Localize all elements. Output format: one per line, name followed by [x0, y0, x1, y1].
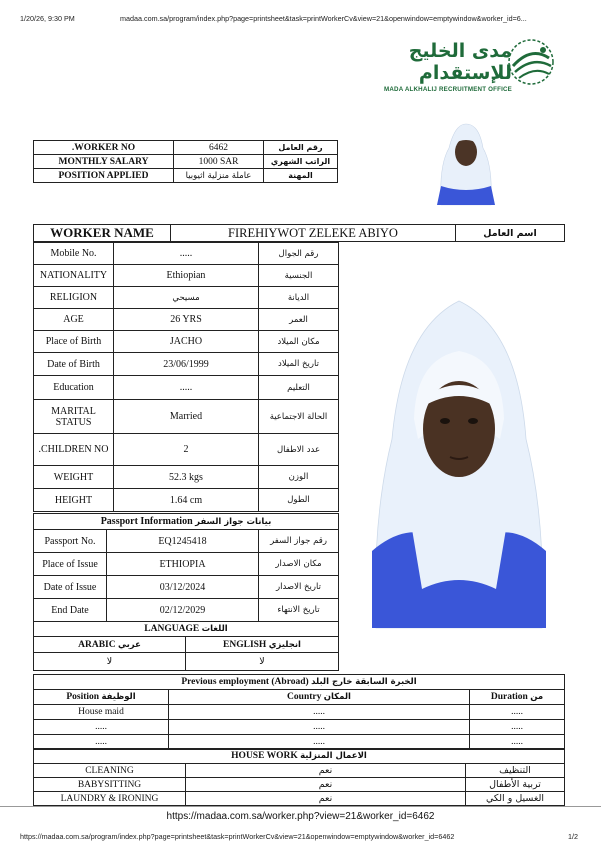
summary-value: 6462	[174, 141, 264, 155]
detail-row	[34, 243, 339, 265]
detail-value: 26 YRS	[114, 309, 259, 331]
passport-value: ETHIOPIA	[107, 553, 259, 576]
worker-photo-small	[435, 120, 497, 205]
house-work-row	[34, 792, 565, 806]
language-title-ar: اللغات	[201, 624, 228, 634]
logo-english: MADA ALKHALIJ RECRUITMENT OFFICE	[384, 86, 512, 93]
detail-label-ar: الحالة الاجتماعية	[259, 400, 339, 434]
language-table	[33, 621, 339, 671]
house-work-row	[34, 764, 565, 778]
arabic-label-ar: عربي	[117, 639, 141, 650]
house-work-label: CLEANING	[34, 764, 186, 778]
passport-row	[34, 599, 339, 622]
passport-label: End Date	[34, 599, 107, 622]
detail-row	[34, 265, 339, 287]
house-work-title-en: HOUSE WORK	[231, 751, 298, 761]
detail-label-ar: الوزن	[259, 466, 339, 489]
worker-profile-link[interactable]: https://madaa.com.sa/worker.php?view=21&worker_id=6462	[0, 806, 601, 826]
print-page-number: 1/2	[568, 832, 578, 841]
house-work-value: نعم	[186, 778, 466, 792]
employment-row	[34, 705, 565, 720]
passport-label-ar: تاريخ الانتهاء	[259, 599, 339, 622]
worker-photo-large	[372, 289, 546, 628]
arabic-lang-header	[34, 637, 186, 653]
passport-title	[34, 514, 339, 530]
passport-value: 02/12/2029	[107, 599, 259, 622]
detail-label-ar: الديانة	[259, 287, 339, 309]
company-logo-icon	[505, 36, 557, 88]
detail-row	[34, 353, 339, 376]
print-url: madaa.com.sa/program/index.php?page=printsheet&task=printWorkerCv&view=21&openwindow=emptywindow&worker_id=6...	[120, 14, 527, 23]
passport-row	[34, 530, 339, 553]
passport-label-ar: تاريخ الاصدار	[259, 576, 339, 599]
detail-label: AGE	[34, 309, 114, 331]
detail-label-ar: العمر	[259, 309, 339, 331]
print-footer-url: https://madaa.com.sa/program/index.php?page=printsheet&task=printWorkerCv&view=21&openwindow=emptywindow&worker_id=6462	[20, 832, 455, 841]
summary-table	[33, 140, 338, 183]
house-work-label: LAUNDRY & IRONING	[34, 792, 186, 806]
english-label-en: ENGLISH	[223, 639, 267, 650]
detail-row	[34, 466, 339, 489]
house-work-label: BABYSITTING	[34, 778, 186, 792]
passport-table	[33, 513, 339, 622]
detail-value: Ethiopian	[114, 265, 259, 287]
employment-duration: .....	[470, 735, 565, 750]
house-work-label-ar: الغسيل و الكي	[466, 792, 565, 806]
detail-label-ar: الجنسية	[259, 265, 339, 287]
detail-row	[34, 331, 339, 353]
employment-country: .....	[169, 720, 470, 735]
arabic-lang-value: لا	[34, 653, 186, 671]
detail-label: Date of Birth	[34, 353, 114, 376]
col-country	[169, 690, 470, 705]
house-work-value: نعم	[186, 792, 466, 806]
detail-label: .CHILDREN NO	[34, 434, 114, 466]
detail-value: 23/06/1999	[114, 353, 259, 376]
employment-table	[33, 674, 565, 750]
house-work-title-ar: الاعمال المنزلية	[300, 751, 367, 761]
employment-position: House maid	[34, 705, 169, 720]
passport-row	[34, 553, 339, 576]
print-datetime: 1/20/26, 9:30 PM	[20, 14, 75, 23]
passport-value: EQ1245418	[107, 530, 259, 553]
detail-value: Married	[114, 400, 259, 434]
company-logo-text	[362, 40, 512, 93]
english-lang-header	[186, 637, 339, 653]
col-duration	[470, 690, 565, 705]
summary-row	[34, 169, 338, 183]
detail-row	[34, 309, 339, 331]
summary-row	[34, 141, 338, 155]
language-title-en: LANGUAGE	[144, 624, 200, 634]
house-work-clip	[33, 748, 565, 806]
col-country-en: Country	[287, 692, 322, 702]
col-position	[34, 690, 169, 705]
employment-title	[34, 675, 565, 690]
language-title	[34, 622, 339, 637]
detail-label: Mobile No.	[34, 243, 114, 265]
summary-label-ar: الراتب الشهري	[264, 155, 338, 169]
detail-label: NATIONALITY	[34, 265, 114, 287]
detail-row	[34, 376, 339, 400]
detail-label: Place of Birth	[34, 331, 114, 353]
summary-label: POSITION APPLIED	[34, 169, 174, 183]
employment-row	[34, 720, 565, 735]
passport-title-ar: بيانات جواز السفر	[195, 517, 272, 527]
detail-label-ar: عدد الاطفال	[259, 434, 339, 466]
logo-arabic: مدى الخليج للإستقدام	[408, 40, 512, 84]
employment-title-ar: الخبرة السابقة خارج البلد	[311, 677, 417, 687]
house-work-title	[34, 749, 565, 764]
col-position-ar: الوظيفة	[101, 692, 136, 702]
col-duration-ar: من	[530, 692, 544, 702]
summary-row	[34, 155, 338, 169]
detail-row	[34, 287, 339, 309]
passport-value: 03/12/2024	[107, 576, 259, 599]
detail-label: RELIGION	[34, 287, 114, 309]
worker-name-label-ar: اسم العامل	[456, 225, 565, 242]
summary-label: .WORKER NO	[34, 141, 174, 155]
col-country-ar: المكان	[323, 692, 351, 702]
worker-name-value: FIREHIYWOT ZELEKE ABIYO	[171, 225, 456, 242]
col-position-en: Position	[66, 692, 100, 702]
house-work-label-ar: تربية الأطفال	[466, 778, 565, 792]
employment-title-en: Previous employment (Abroad)	[181, 677, 309, 687]
worker-name-table	[33, 224, 565, 242]
detail-label-ar: رقم الجوال	[259, 243, 339, 265]
passport-label-ar: مكان الاصدار	[259, 553, 339, 576]
details-table	[33, 242, 339, 512]
passport-label-ar: رقم جواز السفر	[259, 530, 339, 553]
detail-row	[34, 489, 339, 512]
detail-row	[34, 400, 339, 434]
detail-row	[34, 434, 339, 466]
detail-label-ar: الطول	[259, 489, 339, 512]
detail-label-ar: مكان الميلاد	[259, 331, 339, 353]
detail-value: مسيحي	[114, 287, 259, 309]
detail-value: 2	[114, 434, 259, 466]
passport-title-en: Passport Information	[100, 516, 193, 527]
summary-label: MONTHLY SALARY	[34, 155, 174, 169]
detail-value: 52.3 kgs	[114, 466, 259, 489]
employment-country: .....	[169, 705, 470, 720]
passport-label: Date of Issue	[34, 576, 107, 599]
detail-value: .....	[114, 376, 259, 400]
employment-position: .....	[34, 720, 169, 735]
summary-label-ar: المهنة	[264, 169, 338, 183]
passport-label: Place of Issue	[34, 553, 107, 576]
summary-label-ar: رقم العامل	[264, 141, 338, 155]
worker-name-label: WORKER NAME	[34, 225, 171, 242]
detail-label: HEIGHT	[34, 489, 114, 512]
summary-value: 1000 SAR	[174, 155, 264, 169]
english-lang-value: لا	[186, 653, 339, 671]
detail-value: 1.64 cm	[114, 489, 259, 512]
detail-label: MARITAL STATUS	[34, 400, 114, 434]
house-work-label-ar: التنظيف	[466, 764, 565, 778]
house-work-row	[34, 778, 565, 792]
house-work-value: نعم	[186, 764, 466, 778]
english-label-ar: انجليزي	[268, 639, 301, 650]
passport-row	[34, 576, 339, 599]
detail-value: JACHO	[114, 331, 259, 353]
detail-label-ar: تاريخ الميلاد	[259, 353, 339, 376]
detail-label-ar: التعليم	[259, 376, 339, 400]
employment-position: .....	[34, 735, 169, 750]
employment-country: .....	[169, 735, 470, 750]
col-duration-en: Duration	[490, 692, 528, 702]
employment-duration: .....	[470, 720, 565, 735]
employment-duration: .....	[470, 705, 565, 720]
detail-label: Education	[34, 376, 114, 400]
arabic-label-en: ARABIC	[78, 639, 116, 650]
detail-label: WEIGHT	[34, 466, 114, 489]
detail-value: .....	[114, 243, 259, 265]
summary-value: عاملة منزلية اثيوبيا	[174, 169, 264, 183]
passport-label: Passport No.	[34, 530, 107, 553]
